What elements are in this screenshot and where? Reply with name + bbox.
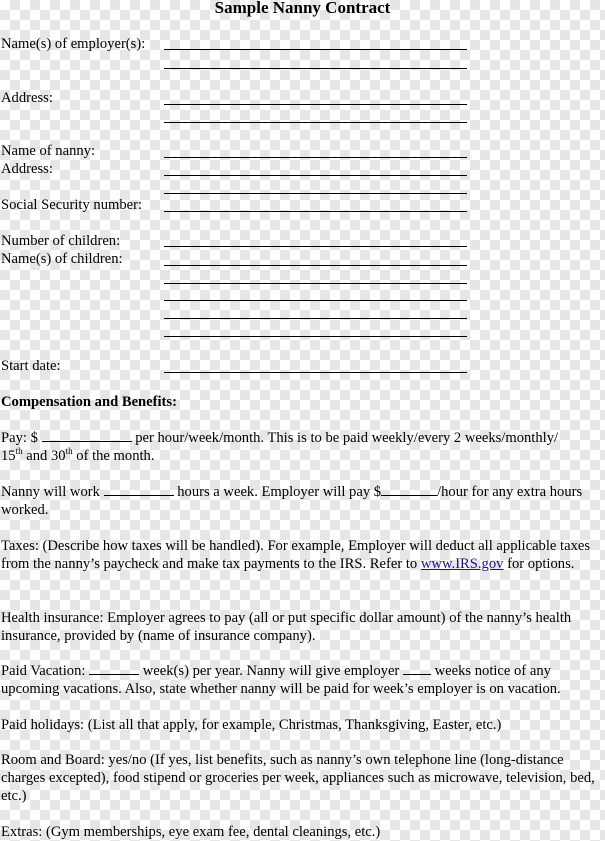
nanny-name-line[interactable]: [164, 157, 467, 158]
taxes-paragraph: [1, 537, 603, 573]
num-children-label: Number of children:: [1, 233, 121, 249]
employer-address-line-1[interactable]: [164, 104, 467, 105]
extras-paragraph: Extras: (Gym memberships, eye exam fee, dental cleanings, etc.): [1, 824, 381, 840]
start-date-line[interactable]: [164, 372, 467, 373]
vacation-prefix: Paid Vacation:: [1, 663, 86, 679]
hours-paragraph: [1, 483, 603, 519]
nanny-name-label: Name of nanny:: [1, 143, 96, 159]
ssn-line[interactable]: [164, 211, 467, 212]
employer-names-label: Name(s) of employer(s):: [1, 36, 146, 52]
employer-names-line-2[interactable]: [164, 68, 467, 69]
taxes-text: Taxes: (Describe how taxes will be handled). For example, Employer will deduct all applicable taxes from the nanny’s paycheck and make tax payments to the IRS. Refer to: [1, 538, 591, 572]
vacation-paragraph: [1, 662, 603, 698]
pay-suffix: of the month.: [76, 448, 155, 464]
num-children-line[interactable]: [164, 246, 467, 247]
pay-day-2: and 30: [26, 448, 66, 464]
hours-prefix: Nanny will work: [1, 484, 100, 500]
hours-blank[interactable]: [104, 483, 174, 496]
employer-address-label: Address:: [1, 90, 53, 106]
hours-mid: hours a week. Employer will pay $: [177, 484, 382, 500]
room-board-paragraph: Room and Board: yes/no (If yes, list benefits, such as nanny’s own telephone line (long-distance charges excepted), food stipend or groceries per week, appliances such as microwave, television, bed, etc.): [1, 752, 595, 804]
hours-suffix: /hour for any extra hours worked.: [1, 484, 583, 518]
pay-prefix: Pay: $: [1, 430, 38, 446]
vacation-suffix: weeks notice of any upcoming vacations. Also, state whether nanny will be paid for week’s employer is on vacation.: [1, 663, 561, 697]
pay-terms: per hour/week/month. This is to be paid weekly/every 2 weeks/monthly/: [135, 430, 559, 446]
holidays-paragraph: Paid holidays: (List all that apply, for example, Christmas, Thanksgiving, Easter, etc.): [1, 717, 502, 733]
pay-amount-blank[interactable]: [42, 429, 132, 442]
irs-link[interactable]: www.IRS.gov: [420, 556, 504, 572]
children-names-line-5[interactable]: [164, 336, 467, 337]
nanny-address-line-1[interactable]: [164, 175, 467, 176]
children-names-line-2[interactable]: [164, 283, 467, 284]
vacation-weeks-blank[interactable]: [89, 662, 139, 675]
notice-weeks-blank[interactable]: [403, 662, 431, 675]
extra-rate-blank[interactable]: [381, 483, 437, 496]
page-title: Sample Nanny Contract: [214, 0, 391, 17]
ssn-label: Social Security number:: [1, 197, 143, 213]
employer-address-line-2[interactable]: [164, 122, 467, 123]
pay-day-2-suffix: th: [65, 446, 73, 457]
employer-names-line-1[interactable]: [164, 49, 467, 50]
pay-day-1: 15: [1, 448, 16, 464]
children-names-line-1[interactable]: [164, 265, 467, 266]
nanny-address-line-2[interactable]: [164, 193, 467, 194]
vacation-mid: week(s) per year. Nanny will give employer: [142, 663, 400, 679]
section-heading: Compensation and Benefits:: [1, 394, 177, 410]
nanny-address-label: Address:: [1, 161, 53, 177]
children-names-line-3[interactable]: [164, 300, 467, 301]
children-names-line-4[interactable]: [164, 318, 467, 319]
health-paragraph: Health insurance: Employer agrees to pay (all or put specific dollar amount) of the nanny’s health insurance, provided by (name of insurance company).: [1, 610, 572, 644]
children-names-label: Name(s) of children:: [1, 251, 123, 267]
pay-paragraph: [1, 429, 603, 465]
pay-day-1-suffix: th: [15, 446, 23, 457]
start-date-label: Start date:: [1, 358, 61, 374]
taxes-suffix: for options.: [507, 556, 575, 572]
